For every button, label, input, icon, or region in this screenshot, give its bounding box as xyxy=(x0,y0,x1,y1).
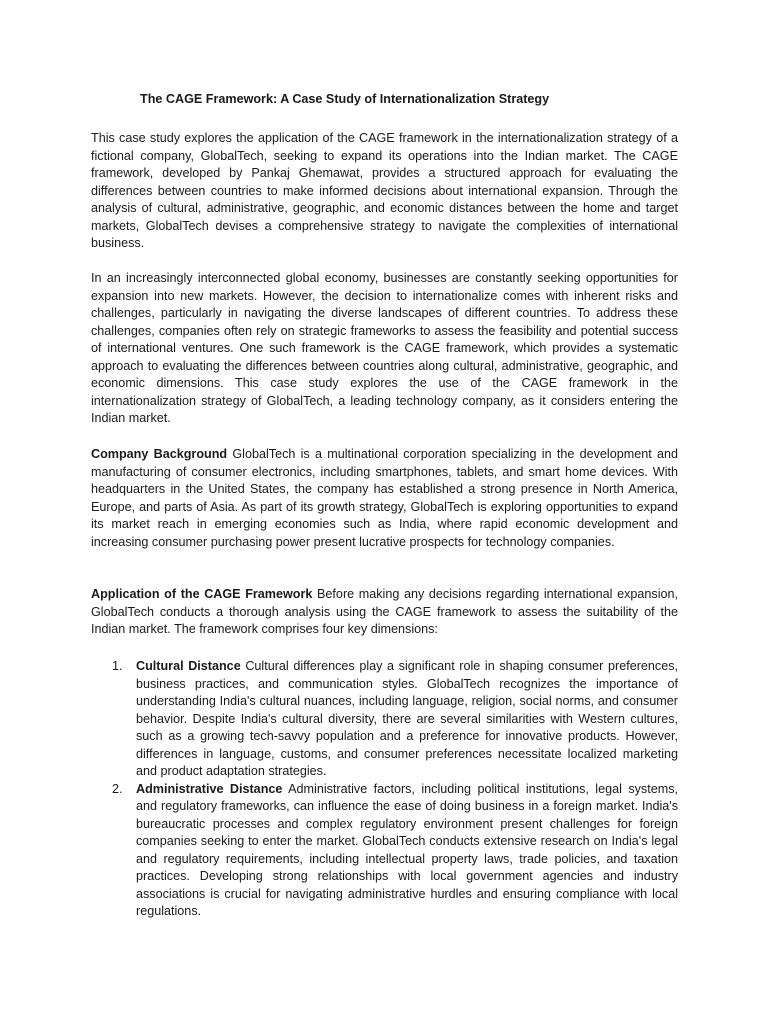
list-item-heading: Administrative Distance xyxy=(136,781,283,796)
list-item xyxy=(112,658,679,781)
context-paragraph: In an increasingly interconnected global economy, businesses are constantly seeking opportunities for expansion into new markets. However, the decision to internationalize comes with inherent risks and challenges, particularly in navigating the diverse landscapes of different countries. To address these challenges, companies often rely on strategic frameworks to assess the feasibility and potential success of international ventures. One such framework is the CAGE framework, which provides a systematic approach to evaluating the differences between countries along cultural, administrative, geographic, and economic dimensions. This case study explores the use of the CAGE framework in the internationalization strategy of GlobalTech, a leading technology company, as it considers entering the Indian market. xyxy=(91,271,678,425)
application-heading: Application of the CAGE Framework xyxy=(91,587,313,601)
list-item-text: Cultural differences play a significant role in shaping consumer preferences, business practices, and communication styles. GlobalTech recognizes the importance of understanding India's cultural nuances, including language, religion, social norms, and consumer behavior. Despite India's cultural diversity, there are several similarities with Western cultures, such as a growing tech-savvy population and a preference for innovative products. However, differences in language, customs, and consumer preferences necessitate localized marketing and product adaptation strategies. xyxy=(136,659,679,778)
cage-dimensions-list xyxy=(112,658,679,921)
document-title: The CAGE Framework: A Case Study of Internationalization Strategy xyxy=(140,92,550,106)
application-text: Before making any decisions regarding international expansion, GlobalTech conducts a thorough analysis using the CAGE framework to assess the suitability of the Indian market. The framework comprises four key dimensions: xyxy=(91,587,678,636)
list-item-heading: Cultural Distance xyxy=(136,659,241,673)
company-background-text: GlobalTech is a multinational corporation specializing in the development and manufacturing of consumer electronics, including smartphones, tablets, and smart home devices. With headquarters in the United States, the company has established a strong presence in North America, Europe, and parts of Asia. As part of its growth strategy, GlobalTech is exploring opportunities to expand its market reach in emerging economies such as India, where rapid economic development and increasing consumer purchasing power present lucrative prospects for technology companies. xyxy=(91,447,679,549)
application-paragraph xyxy=(91,586,678,639)
list-item-number: 1. xyxy=(112,659,123,673)
list-item-text: Administrative factors, including political institutions, legal systems, and regulatory frameworks, can influence the ease of doing business in a foreign market. India's bureaucratic processes and complex regulatory environment present challenges for foreign companies seeking to enter the market. GlobalTech conducts extensive research on India's legal and regulatory requirements, including intellectual property laws, trade policies, and taxation practices. Developing strong relationships with local government agencies and industry associations is crucial for navigating administrative hurdles and ensuring compliance with local regulations. xyxy=(136,781,679,918)
list-item xyxy=(112,781,679,921)
company-background-paragraph xyxy=(91,446,678,551)
intro-paragraph: This case study explores the application of the CAGE framework in the internationalization strategy of a fictional company, GlobalTech, seeking to expand its operations into the Indian market. The CAGE framework, developed by Pankaj Ghemawat, provides a structured approach for evaluating the differences between countries to make informed decisions about international expansion. Through the analysis of cultural, administrative, geographic, and economic distances between the home and target markets, GlobalTech devises a comprehensive strategy to navigate the complexities of international business. xyxy=(91,131,678,250)
company-background-heading: Company Background xyxy=(91,447,228,461)
list-item-number: 2. xyxy=(112,781,123,796)
